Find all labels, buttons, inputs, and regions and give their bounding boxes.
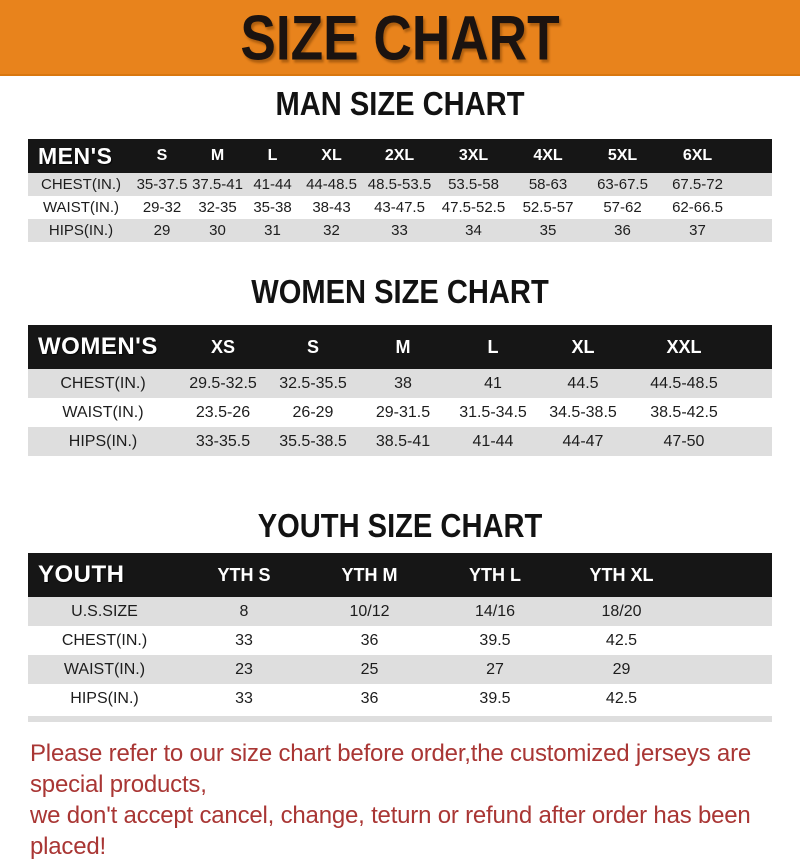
women-size-col-xl: XL: [571, 336, 595, 357]
cell: 14/16: [474, 602, 516, 620]
men-size-col-4xl: 4XL: [533, 147, 563, 164]
youth-table-header: [28, 553, 772, 597]
cell: 8: [239, 602, 249, 620]
cell: 33-35.5: [195, 432, 251, 450]
youth-hips-row: [28, 684, 772, 713]
row-label: HIPS(IN.): [68, 432, 138, 450]
men-size-table: [28, 139, 772, 242]
cell: 36: [360, 631, 379, 649]
men-size-col-3xl: 3XL: [458, 147, 489, 164]
men-size-col-xl: XL: [321, 147, 342, 164]
women-size-col-xs: XS: [210, 336, 235, 357]
cell: 53.5-58: [448, 176, 499, 193]
cell: 35-38: [253, 199, 292, 216]
cell: 18/20: [601, 602, 642, 620]
men-hips-row: [28, 219, 772, 242]
men-size-col-l: L: [267, 147, 278, 164]
cell: 41-44: [472, 432, 514, 450]
cell: 41: [484, 374, 502, 392]
cell: 44.5-48.5: [650, 374, 718, 392]
cell: 23.5-26: [195, 403, 251, 421]
cell: 38.5-42.5: [650, 403, 718, 421]
men-size-col-5xl: 5XL: [607, 147, 638, 164]
cell: 25: [360, 660, 379, 678]
cell: 10/12: [349, 602, 390, 620]
cell: 47.5-52.5: [441, 199, 506, 216]
cell: 35.5-38.5: [279, 432, 347, 450]
cell: 58-63: [528, 176, 568, 193]
footer-line-1: Please refer to our size chart before order,the customized jerseys are special products,: [30, 740, 752, 798]
cell: 67.5-72: [672, 176, 723, 193]
cell: 44-47: [562, 432, 604, 450]
women-chest-row: [28, 369, 772, 398]
cell: 31.5-34.5: [459, 403, 527, 421]
row-label: WAIST(IN.): [62, 403, 144, 421]
cell: 23: [235, 660, 253, 678]
cell: 29.5-32.5: [189, 374, 257, 392]
youth-ussize-row: [28, 597, 772, 626]
cell: 36: [614, 222, 631, 239]
cell: 29: [153, 222, 171, 239]
cell: 44-48.5: [306, 176, 357, 193]
men-size-col-2xl: 2XL: [384, 147, 415, 164]
cell: 47-50: [663, 432, 705, 450]
cell: 35: [539, 222, 557, 239]
youth-size-col-l: YTH L: [469, 564, 521, 585]
cell: 39.5: [479, 689, 511, 707]
cell: 32: [323, 222, 340, 239]
women-table-header: [28, 325, 772, 369]
youth-size-col-m: YTH M: [341, 564, 398, 585]
cell: 34.5-38.5: [549, 403, 617, 421]
women-size-col-xxl: XXL: [666, 336, 702, 357]
cell: 43-47.5: [374, 199, 425, 216]
cell: 44.5: [567, 374, 599, 392]
cell: 29: [612, 660, 631, 678]
cell: 31: [264, 222, 281, 239]
cell: 42.5: [605, 631, 638, 649]
youth-size-table: [28, 553, 772, 713]
women-header-label: WOMEN'S: [38, 333, 158, 360]
row-label: CHEST(IN.): [61, 631, 148, 649]
cell: 36: [360, 689, 379, 707]
cell: 30: [209, 222, 226, 239]
size-chart-banner: [0, 0, 800, 76]
youth-size-col-xl: YTH XL: [589, 564, 654, 585]
cell: 33: [235, 631, 253, 649]
footer-line-2: we don't accept cancel, change, teturn or refund after order has been placed!: [30, 802, 751, 860]
women-size-col-s: S: [306, 336, 319, 357]
cell: 33: [391, 222, 408, 239]
women-section-title: WOMEN SIZE CHART: [251, 273, 549, 311]
cell: 32-35: [198, 199, 237, 216]
man-section-title: MAN SIZE CHART: [275, 85, 525, 123]
footer-note: [30, 738, 800, 862]
cell: 26-29: [292, 403, 334, 421]
cell: 62-66.5: [672, 199, 723, 216]
men-size-col-m: M: [210, 147, 225, 164]
banner-title: SIZE CHART: [240, 1, 560, 73]
men-header-label: MEN'S: [38, 142, 113, 169]
men-size-col-6xl: 6XL: [682, 147, 713, 164]
women-size-col-m: M: [395, 336, 411, 357]
row-label: U.S.SIZE: [71, 602, 138, 620]
cell: 37: [689, 222, 706, 239]
row-label: HIPS(IN.): [70, 689, 139, 707]
row-label: WAIST(IN.): [63, 660, 146, 678]
cell: 34: [465, 222, 482, 239]
men-table-header: [28, 139, 772, 173]
women-hips-row: [28, 427, 772, 456]
youth-section-title: YOUTH SIZE CHART: [257, 507, 543, 545]
cell: 48.5-53.5: [367, 176, 432, 193]
row-label: CHEST(IN.): [41, 176, 121, 193]
youth-chest-row: [28, 626, 772, 655]
cell: 38-43: [312, 199, 351, 216]
cell: 41-44: [253, 176, 292, 193]
cell: 52.5-57: [522, 199, 574, 216]
row-label: WAIST(IN.): [42, 199, 120, 216]
cell: 29-31.5: [375, 403, 431, 421]
youth-header-label: YOUTH: [38, 561, 125, 588]
youth-size-col-s: YTH S: [217, 564, 271, 585]
cell: 32.5-35.5: [279, 374, 347, 392]
cell: 33: [235, 689, 253, 707]
cell: 35-37.5: [136, 176, 188, 193]
cell: 57-62: [603, 199, 642, 216]
cell: 37.5-41: [192, 176, 243, 193]
cell: 42.5: [605, 689, 638, 707]
women-waist-row: [28, 398, 772, 427]
youth-waist-row: [28, 655, 772, 684]
men-waist-row: [28, 196, 772, 219]
women-size-col-l: L: [487, 336, 499, 357]
men-chest-row: [28, 173, 772, 196]
row-label: CHEST(IN.): [60, 374, 146, 392]
men-size-col-s: S: [156, 147, 168, 164]
youth-table-bottom-divider: [28, 716, 772, 722]
women-size-table: [28, 325, 772, 456]
cell: 38.5-41: [375, 432, 431, 450]
cell: 27: [486, 660, 504, 678]
cell: 63-67.5: [597, 176, 648, 193]
row-label: HIPS(IN.): [48, 222, 114, 239]
cell: 39.5: [479, 631, 511, 649]
cell: 29-32: [142, 199, 182, 216]
cell: 38: [394, 374, 412, 392]
